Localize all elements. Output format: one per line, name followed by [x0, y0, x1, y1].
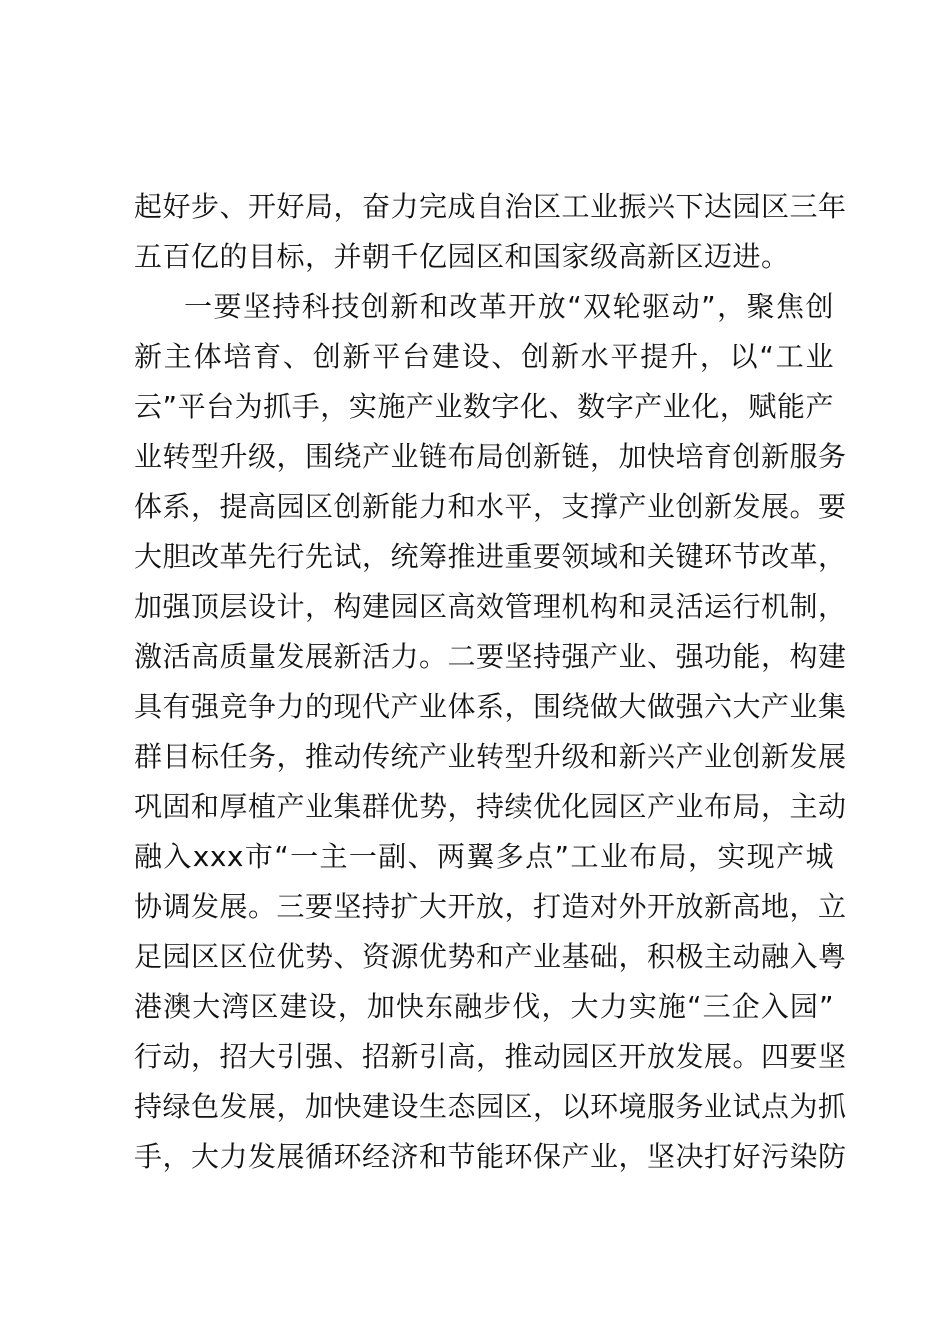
text-line: 具有强竞争力的现代产业体系，围绕做大做强六大产业集 — [134, 690, 847, 723]
text-line: 新主体培育、创新平台建设、创新水平提升，以“工业 — [134, 340, 834, 373]
text-line: 云”平台为抓手，实施产业数字化、数字产业化，赋能产 — [134, 390, 834, 423]
text-line: 持绿色发展，加快建设生态园区，以环境服务业试点为抓 — [134, 1090, 847, 1123]
text-line: 五百亿的目标，并朝千亿园区和国家级高新区迈进。 — [134, 240, 790, 273]
text-line: 手，大力发展循环经济和节能环保产业，坚决打好污染防 — [134, 1140, 847, 1173]
text-line: 融入xxx市“一主一副、两翼多点”工业布局，实现产城 — [134, 840, 834, 873]
text-line: 群目标任务，推动传统产业转型升级和新兴产业创新发展 — [134, 740, 847, 773]
text-line: 行动，招大引强、招新引高，推动园区开放发展。四要坚 — [134, 1040, 847, 1073]
text-line: 港澳大湾区建设，加快东融步伐，大力实施“三企入园” — [134, 990, 834, 1023]
text-line: 起好步、开好局，奋力完成自治区工业振兴下达园区三年 — [134, 190, 847, 223]
text-line: 巩固和厚植产业集群优势，持续优化园区产业布局，主动 — [134, 790, 847, 823]
text-line: 足园区区位优势、资源优势和产业基础，积极主动融入粤 — [134, 940, 847, 973]
text-line: 激活高质量发展新活力。二要坚持强产业、强功能，构建 — [134, 640, 847, 673]
text-line: 协调发展。三要坚持扩大开放，打造对外开放新高地，立 — [134, 890, 847, 923]
body-text — [134, 182, 847, 1182]
text-line: 一要坚持科技创新和改革开放“双轮驱动”，聚焦创 — [184, 290, 834, 323]
text-line: 体系，提高园区创新能力和水平，支撑产业创新发展。要 — [134, 490, 847, 523]
text-line: 大胆改革先行先试，统筹推进重要领域和关键环节改革， — [134, 540, 847, 573]
text-line: 加强顶层设计，构建园区高效管理机构和灵活运行机制， — [134, 590, 847, 623]
text-line: 业转型升级，围绕产业链布局创新链，加快培育创新服务 — [134, 440, 847, 473]
